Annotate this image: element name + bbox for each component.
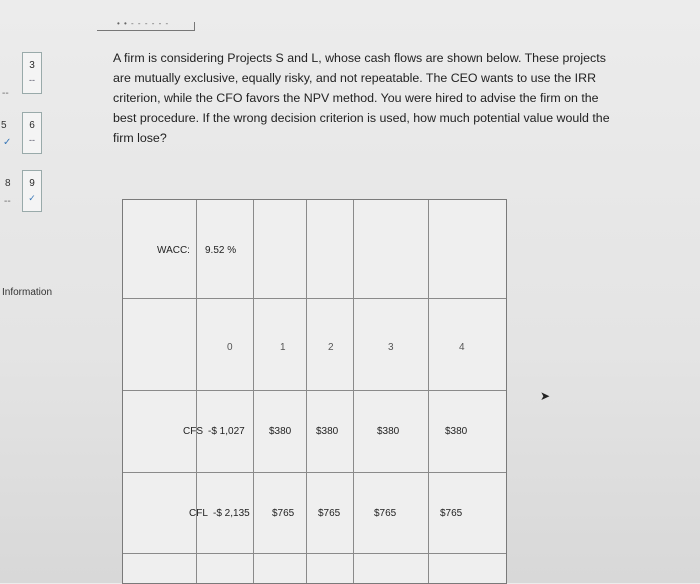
question-number[interactable]: 8 <box>5 178 11 189</box>
cfl-year-0: -$ 2,135 <box>213 508 250 519</box>
question-nav-6[interactable] <box>22 112 42 154</box>
year-header-3: 3 <box>388 342 394 353</box>
information-label[interactable]: Information <box>2 287 53 298</box>
cash-flow-table <box>122 199 507 584</box>
wacc-label: WACC: <box>157 245 190 256</box>
question-header-bar <box>97 19 195 31</box>
check-icon: ✓ <box>3 137 12 148</box>
cfl-label: CFL <box>189 508 208 519</box>
status-mark: -- <box>29 75 35 85</box>
cfl-year-4: $765 <box>440 508 463 519</box>
cfs-year-2: $380 <box>316 426 339 437</box>
cfl-year-1: $765 <box>272 508 295 519</box>
year-header-0: 0 <box>227 342 233 353</box>
question-text: A firm is considering Projects S and L, whose cash flows are shown below. These projects are mutually exclusive, equally risky, and not repeatable. The CEO wants to use the IRR criterion, while the CFO favors the NPV method. You were hired to advise the firm on the best procedure. If the wrong decision criterion is used, how much potential value would the firm lose? <box>113 51 610 145</box>
question-number: 3 <box>29 60 35 71</box>
cfl-year-2: $765 <box>318 508 341 519</box>
year-header-2: 2 <box>328 342 334 353</box>
question-nav-9[interactable] <box>22 170 42 212</box>
status-mark: -- <box>4 196 11 207</box>
header-dots-icon: • • - - - - - - <box>117 19 170 28</box>
cfs-year-3: $380 <box>377 426 400 437</box>
cfs-year-1: $380 <box>269 426 292 437</box>
question-number[interactable]: 5 <box>1 120 7 131</box>
cfs-label: CFS <box>183 426 203 437</box>
status-mark: -- <box>29 135 35 145</box>
year-header-1: 1 <box>280 342 286 353</box>
cfs-year-4: $380 <box>445 426 468 437</box>
mouse-cursor-icon: ➤ <box>540 389 551 403</box>
status-mark: -- <box>2 88 9 99</box>
question-nav-3[interactable] <box>22 52 42 94</box>
wacc-value: 9.52 % <box>205 245 237 256</box>
question-number: 9 <box>29 178 35 189</box>
cfs-year-0: -$ 1,027 <box>208 426 245 437</box>
question-sidebar <box>0 0 60 583</box>
question-number: 6 <box>29 120 35 131</box>
check-icon: ✓ <box>28 193 36 203</box>
cfl-year-3: $765 <box>374 508 397 519</box>
year-header-4: 4 <box>459 342 465 353</box>
